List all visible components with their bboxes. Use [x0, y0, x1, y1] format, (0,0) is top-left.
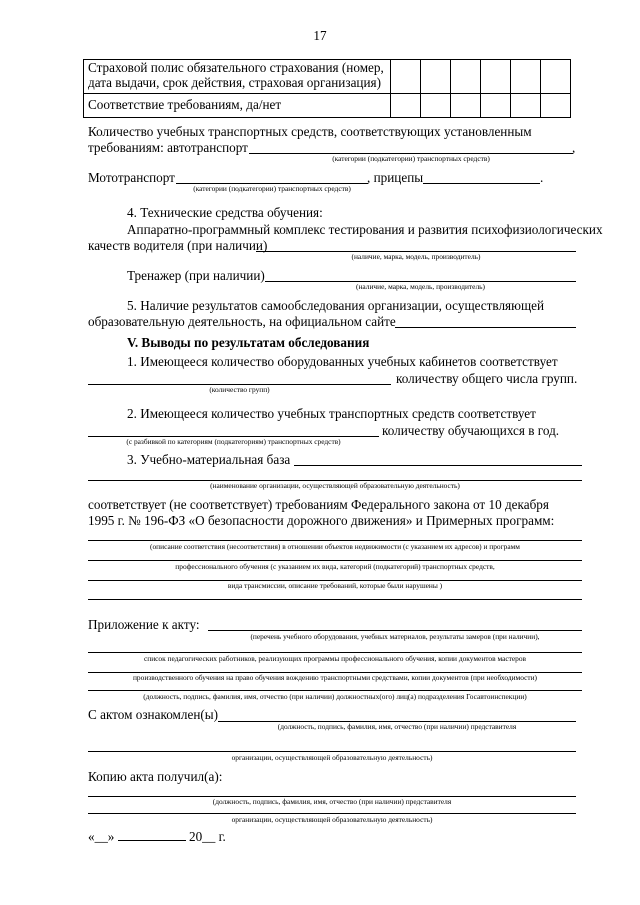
table-cell: [421, 60, 451, 94]
copy-received-caption1: (должность, подпись, фамилия, имя, отчество (при наличии) представителя: [212, 797, 452, 806]
trailers-end: .: [540, 170, 544, 185]
compliance-label: Соответствие требованиям, да/нет: [88, 97, 282, 112]
table-cell: [451, 60, 481, 94]
moto-categories-caption: (категории (подкатегории) транспортных средств): [193, 184, 351, 193]
law-line2: 1995 г. № 196-ФЗ «О безопасности дорожного движения» и Примерных программ:: [88, 513, 555, 528]
date-year-prefix: 20: [188, 829, 203, 844]
date-day-field[interactable]: __: [94, 829, 108, 844]
conclusions-heading: V. Выводы по результатам обследования: [127, 335, 370, 350]
date-year-suffix: г.: [218, 829, 226, 844]
item1-line1: 1. Имеющееся количество оборудованных учебных кабинетов соответствует: [127, 354, 558, 369]
organization-name-caption: (наименование организации, осуществляющей образовательную деятельность): [210, 481, 460, 490]
item1-line2: количеству общего числа групп.: [396, 371, 578, 386]
table-cell: [451, 94, 481, 118]
law-caption2: профессионального обучения (с указанием их вида, категорий (подкатегорий) транспортных средств,: [175, 562, 495, 571]
appendix-caption2: список педагогических работников, реализующих программы профессионального обучения, копии документов мастеров: [143, 654, 527, 663]
table-cell: [511, 60, 541, 94]
insurance-policy-line2: дата выдачи, срок действия, страховая организация): [88, 75, 382, 90]
insurance-table: [83, 59, 571, 118]
item2-line1: 2. Имеющееся количество учебных транспортных средств соответствует: [127, 406, 536, 421]
vehicles-auto-suffix: ,: [572, 140, 576, 155]
acquainted-caption2: организации, осуществляющей образовательную деятельность): [231, 753, 433, 762]
compliance-description-field-4[interactable]: [88, 599, 582, 600]
appendix-field-4[interactable]: [88, 690, 582, 691]
table-cell: [391, 94, 421, 118]
appendix-caption4: (должность, подпись, фамилия, имя, отчество (при наличии) должностных(ого) лиц(а) подразделения Госавтоинспекции): [143, 692, 527, 701]
date-line: [88, 829, 226, 845]
auto-categories-caption: (категории (подкатегории) транспортных средств): [332, 154, 490, 163]
insurance-policy-line1: Страховой полис обязательного страхования (номер,: [88, 60, 384, 75]
compliance-cell: [84, 94, 391, 118]
apk-line2: качеств водителя (при наличии): [88, 238, 268, 253]
page-number: 17: [313, 28, 327, 43]
section5-line2: образовательную деятельность, на официальном сайте: [88, 314, 396, 329]
section4-heading: 4. Технические средства обучения:: [127, 205, 323, 220]
trainer-label: Тренажер (при наличии): [127, 268, 265, 283]
section5-line1: 5. Наличие результатов самообследования организации, осуществляющей: [127, 298, 545, 313]
appendix-field-2[interactable]: [88, 652, 582, 653]
appendix-field[interactable]: [208, 630, 582, 631]
trailers-label: , прицепы: [367, 170, 424, 185]
vehicles-line1: Количество учебных транспортных средств, соответствующих установленным: [88, 124, 532, 139]
moto-label: Мототранспорт: [88, 170, 175, 185]
table-cell: [421, 94, 451, 118]
item3-label: 3. Учебно-материальная база: [127, 452, 291, 467]
copy-received-field-2[interactable]: [88, 813, 576, 814]
apk-line1: Аппаратно-программный комплекс тестирования и развития психофизиологических: [127, 222, 603, 237]
law-caption1: (описание соответствия (несоответствия) в отношении объектов недвижимости (с указанием их адресов) и программ: [150, 542, 520, 551]
law-caption3: вида трансмиссии, описание требований, которые были нарушены ): [227, 581, 443, 590]
date-year-field[interactable]: __: [202, 829, 216, 844]
date-month-field[interactable]: [118, 829, 186, 841]
item2-line2: количеству обучающихся в год.: [382, 423, 560, 438]
trainer-caption: (наличие, марка, модель, производитель): [356, 282, 485, 291]
organization-name-field[interactable]: [294, 465, 582, 466]
law-line1: соответствует (не соответствует) требованиям Федерального закона от 10 декабря: [88, 497, 549, 512]
apk-caption: (наличие, марка, модель, производитель): [351, 252, 481, 261]
trailers-field[interactable]: [423, 183, 540, 184]
table-cell: [541, 60, 571, 94]
table-cell: [481, 60, 511, 94]
vehicles-by-category-caption: (с разбивкой по категориям (подкатегориям) транспортных средств): [126, 437, 341, 446]
appendix-label: Приложение к акту:: [88, 617, 200, 632]
table-cell: [481, 94, 511, 118]
table-cell: [541, 94, 571, 118]
appendix-caption3: производственного обучения на право обучения вождению транспортными средствами, копии документов (при необходимости): [132, 673, 538, 682]
date-quote-open: «: [88, 829, 95, 844]
groups-count-caption: (количество групп): [209, 385, 270, 394]
table-row: [84, 60, 571, 94]
compliance-description-field-2[interactable]: [88, 560, 582, 561]
acquainted-field-2[interactable]: [88, 751, 576, 752]
table-cell: [511, 94, 541, 118]
table-cell: [391, 60, 421, 94]
appendix-caption1: (перечень учебного оборудования, учебных материалов, результаты замеров (при наличии),: [250, 632, 540, 641]
official-site-field[interactable]: [395, 327, 576, 328]
acquainted-caption1: (должность, подпись, фамилия, имя, отчество (при наличии) представителя: [277, 722, 517, 731]
vehicles-auto-label: требованиям: автотранспорт: [88, 140, 248, 155]
acquainted-label: С актом ознакомлен(ы): [88, 707, 219, 722]
insurance-policy-cell: [84, 60, 391, 94]
compliance-description-field[interactable]: [88, 540, 582, 541]
copy-received-label: Копию акта получил(а):: [88, 769, 223, 784]
copy-received-caption2: организации, осуществляющей образовательную деятельность): [231, 815, 433, 824]
table-row: [84, 94, 571, 118]
date-quote-close: »: [107, 829, 115, 844]
